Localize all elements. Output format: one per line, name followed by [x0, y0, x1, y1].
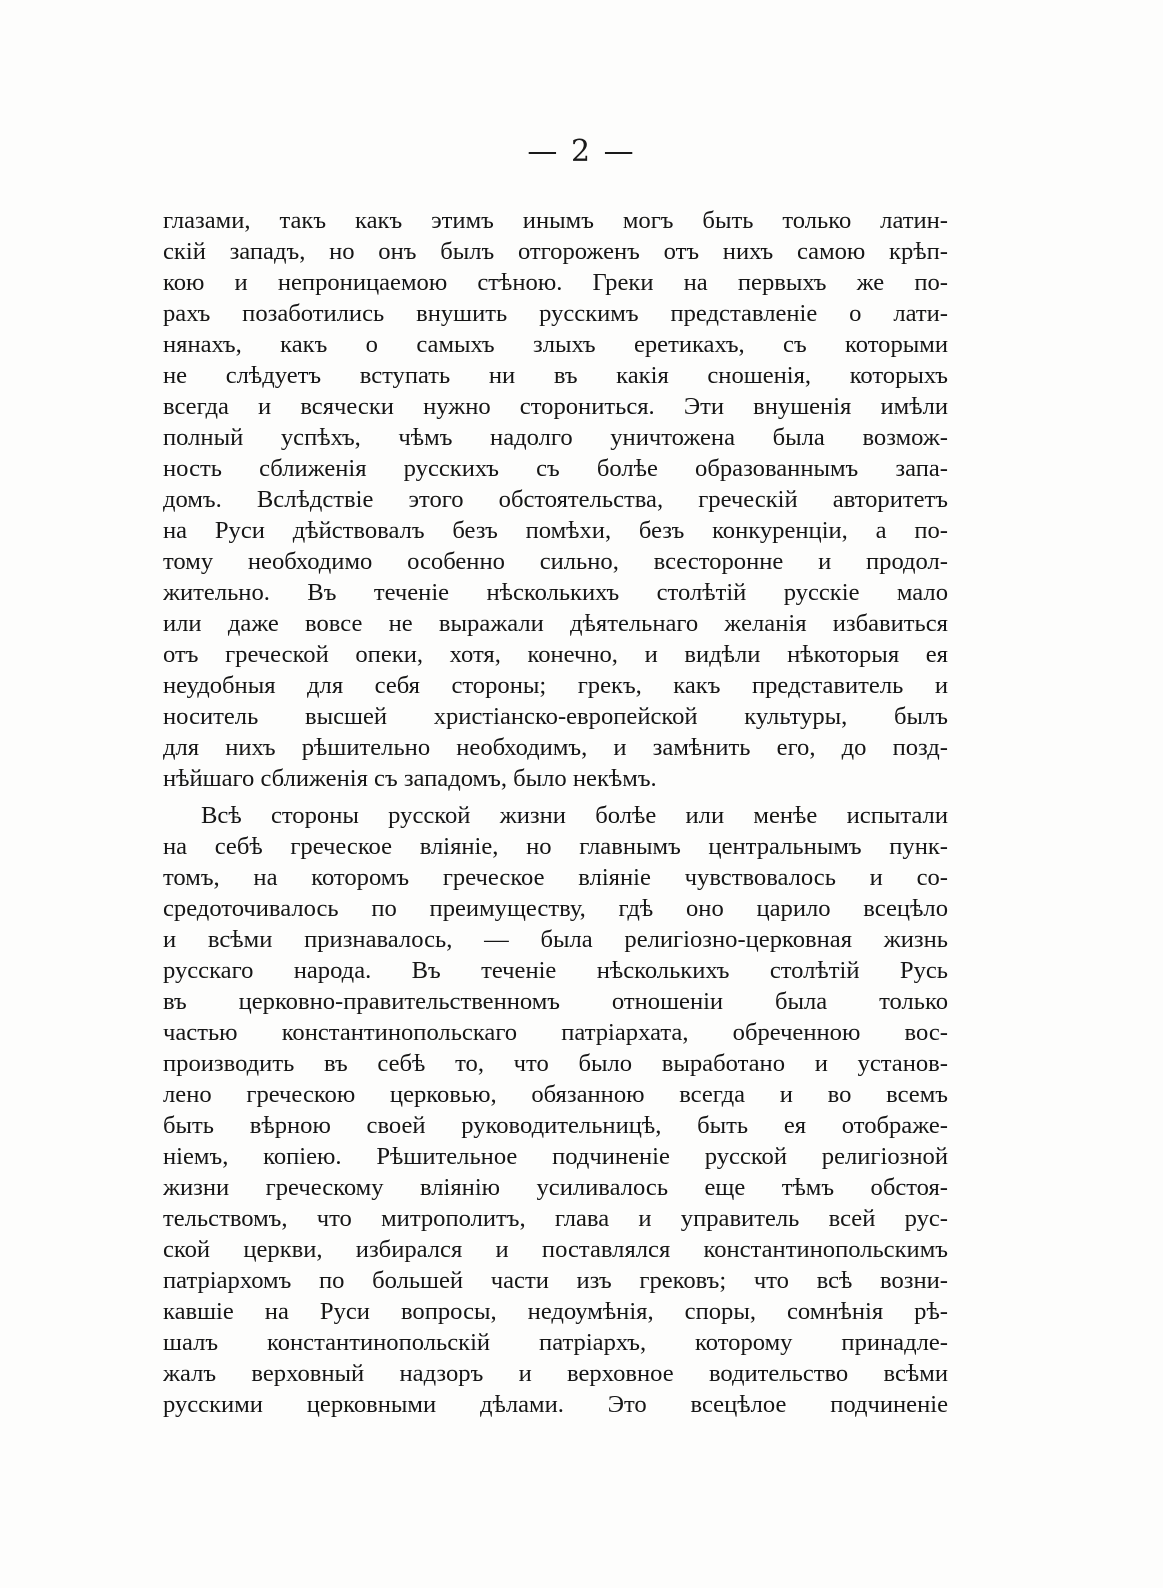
text-line: домъ. Вслѣдствіе этого обстоятельства, греческій авторитетъ	[163, 486, 948, 513]
text-line: рахъ позаботились внушить русскимъ представленіе о лати-	[163, 300, 948, 327]
text-line: средоточивалось по преимуществу, гдѣ оно царило всецѣло	[163, 895, 948, 922]
text-line: быть вѣрною своей руководительницѣ, быть ея отображе-	[163, 1112, 948, 1139]
text-line: жизни греческому вліянію усиливалось еще тѣмъ обстоя-	[163, 1174, 948, 1201]
text-line: кавшіе на Руси вопросы, недоумѣнія, споры, сомнѣнія рѣ-	[163, 1298, 948, 1325]
text-line: ность сближенія русскихъ съ болѣе образованнымъ запа-	[163, 455, 948, 482]
text-line: ніемъ, копіею. Рѣшительное подчиненіе русской религіозной	[163, 1143, 948, 1170]
text-line: нѣйшаго сближенія съ западомъ, было некѣмъ.	[163, 765, 657, 792]
text-line: или даже вовсе не выражали дѣятельнаго желанія избавиться	[163, 610, 948, 637]
text-line: на Руси дѣйствовалъ безъ помѣхи, безъ конкуренціи, а по-	[163, 517, 948, 544]
text-line: носитель высшей христіанско-европейской культуры, былъ	[163, 703, 948, 730]
text-line: неудобныя для себя стороны; грекъ, какъ представитель и	[163, 672, 948, 699]
text-line: производить въ себѣ то, что было выработано и установ-	[163, 1050, 948, 1077]
text-line: кою и непроницаемою стѣною. Греки на первыхъ же по-	[163, 269, 948, 296]
text-line: въ церковно-правительственномъ отношеніи была только	[163, 988, 948, 1015]
text-line: тому необходимо особенно сильно, всесторонне и продол-	[163, 548, 948, 575]
text-line: тельствомъ, что митрополитъ, глава и управитель всей рус-	[163, 1205, 948, 1232]
text-line: русскаго народа. Въ теченіе нѣсколькихъ столѣтій Русь	[163, 957, 948, 984]
text-line: ской церкви, избирался и поставлялся константинопольскимъ	[163, 1236, 948, 1263]
text-line: на себѣ греческое вліяніе, но главнымъ центральнымъ пунк-	[163, 833, 948, 860]
text-line: не слѣдуетъ вступать ни въ какія сношенія, которыхъ	[163, 362, 948, 389]
page-number: — 2 —	[527, 134, 636, 169]
paragraph	[163, 800, 948, 1420]
text-line: русскими церковными дѣлами. Это всецѣлое подчиненіе	[163, 1391, 948, 1418]
text-line: частью константинопольскаго патріархата, обреченною вос-	[163, 1019, 948, 1046]
text-line: томъ, на которомъ греческое вліяніе чувствовалось и со-	[163, 864, 948, 891]
text-line: и всѣми признавалось, — была религіозно-церковная жизнь	[163, 926, 948, 953]
paragraph	[163, 205, 948, 794]
text-line: глазами, такъ какъ этимъ инымъ могъ быть только латин-	[163, 207, 948, 234]
text-line: нянахъ, какъ о самыхъ злыхъ еретикахъ, съ которыми	[163, 331, 948, 358]
text-line: полный успѣхъ, чѣмъ надолго уничтожена была возмож-	[163, 424, 948, 451]
text-line: всегда и всячески нужно сторониться. Эти внушенія имѣли	[163, 393, 948, 420]
text-line: жалъ верховный надзоръ и верховное водительство всѣми	[163, 1360, 948, 1387]
text-line: патріархомъ по большей части изъ грековъ; что всѣ возни-	[163, 1267, 948, 1294]
text-line: для нихъ рѣшительно необходимъ, и замѣнить его, до позд-	[163, 734, 948, 761]
text-line: Всѣ стороны русской жизни болѣе или менѣе испытали	[201, 802, 948, 829]
body-text	[163, 205, 948, 1420]
text-line: скій западъ, но онъ былъ отгороженъ отъ нихъ самою крѣп-	[163, 238, 948, 265]
text-line: отъ греческой опеки, хотя, конечно, и видѣли нѣкоторыя ея	[163, 641, 948, 668]
text-line: шалъ константинопольскій патріархъ, которому принадле-	[163, 1329, 948, 1356]
text-line: лено греческою церковью, обязанною всегда и во всемъ	[163, 1081, 948, 1108]
text-line: жительно. Въ теченіе нѣсколькихъ столѣтій русскіе мало	[163, 579, 948, 606]
